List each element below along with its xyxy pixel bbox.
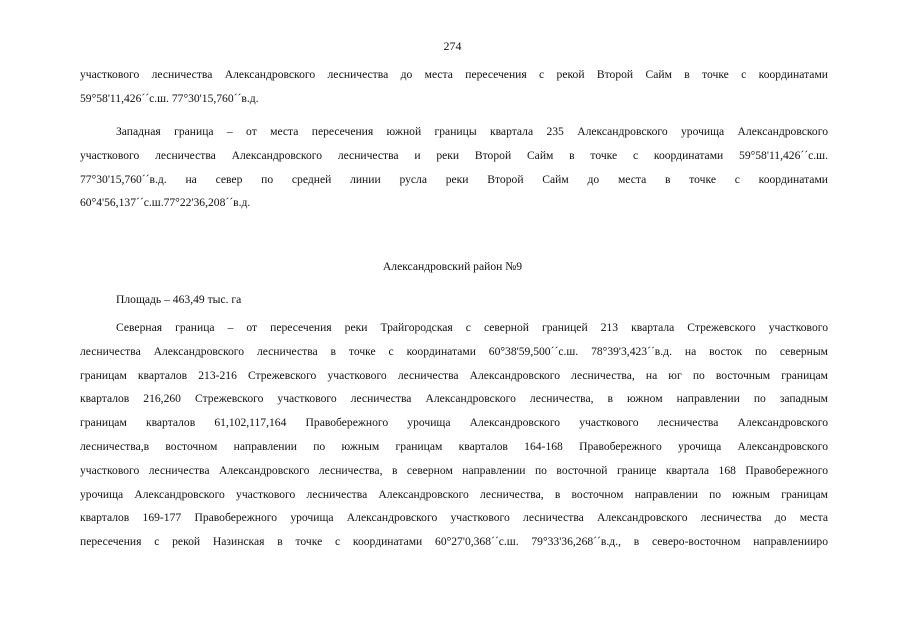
section-heading: Александровский район №9 (382, 260, 523, 273)
paragraph-line: участкового лесничества Александровского лесничества и реки Второй Сайм в точке с координатами 59°58'11,426´´с.ш. (80, 148, 828, 162)
western-border-paragraph (80, 120, 828, 215)
paragraph-line: границам кварталов 213-216 Стрежевского участкового лесничества Александровского лесничества, на юг по восточным границам (80, 368, 828, 382)
paragraph-line: лесничества,в восточном направлении по южным границам кварталов 164-168 Правобережного урочища Александровского (80, 439, 828, 453)
paragraph-line: Северная граница – от пересечения реки Трайгородская с северной границей 213 квартала Стрежевского участкового (116, 321, 828, 334)
paragraph-line: урочища Александровского участкового лесничества Александровского лесничества, в восточном направлении по южным границам (80, 487, 828, 501)
paragraph-line: 60°4'56,137´´с.ш.77°22'36,208´´в.д. (80, 196, 251, 210)
paragraph-line: кварталов 169-177 Правобережного урочища Александровского участкового лесничества Александровского лесничества до места (80, 511, 828, 525)
paragraph-line: кварталов 216,260 Стрежевского участкового лесничества Александровского лесничества, в южном направлении по западным (80, 392, 828, 406)
paragraph-line: границам кварталов 61,102,117,164 Правобережного урочища Александровского участкового лесничества Александровского (80, 416, 828, 430)
paragraph-line: участкового лесничества Александровского лесничества до места пересечения с рекой Второй Сайм в точке с координатами (80, 68, 828, 81)
paragraph-line: Западная граница – от места пересечения южной границы квартала 235 Александровского урочища Александровского (116, 125, 828, 138)
paragraph-line: пересечения с рекой Назинская в точке с координатами 60°27'0,368´´с.ш. 79°33'36,268´´в.д., в северо-восточном направленииро (80, 535, 828, 549)
paragraph-continuation (80, 63, 828, 111)
paragraph-line: 77°30'15,760´´в.д. на север по средней линии русла реки Второй Сайм до места в точке с координатами (80, 172, 828, 186)
page-number: 274 (443, 39, 462, 53)
northern-border-paragraph (80, 316, 828, 554)
paragraph-line: лесничества Александровского лесничества в точке с координатами 60°38'59,500´´с.ш. 78°39'3,423´´в.д. на восток по северным (80, 344, 828, 358)
paragraph-line: 59°58'11,426´´с.ш. 77°30'15,760´´в.д. (80, 91, 259, 105)
paragraph-line: участкового лесничества Александровского лесничества, в северном направлении по восточной границе квартала 168 Правобережного (80, 463, 828, 477)
area-line: Площадь – 463,49 тыс. га (116, 293, 242, 306)
